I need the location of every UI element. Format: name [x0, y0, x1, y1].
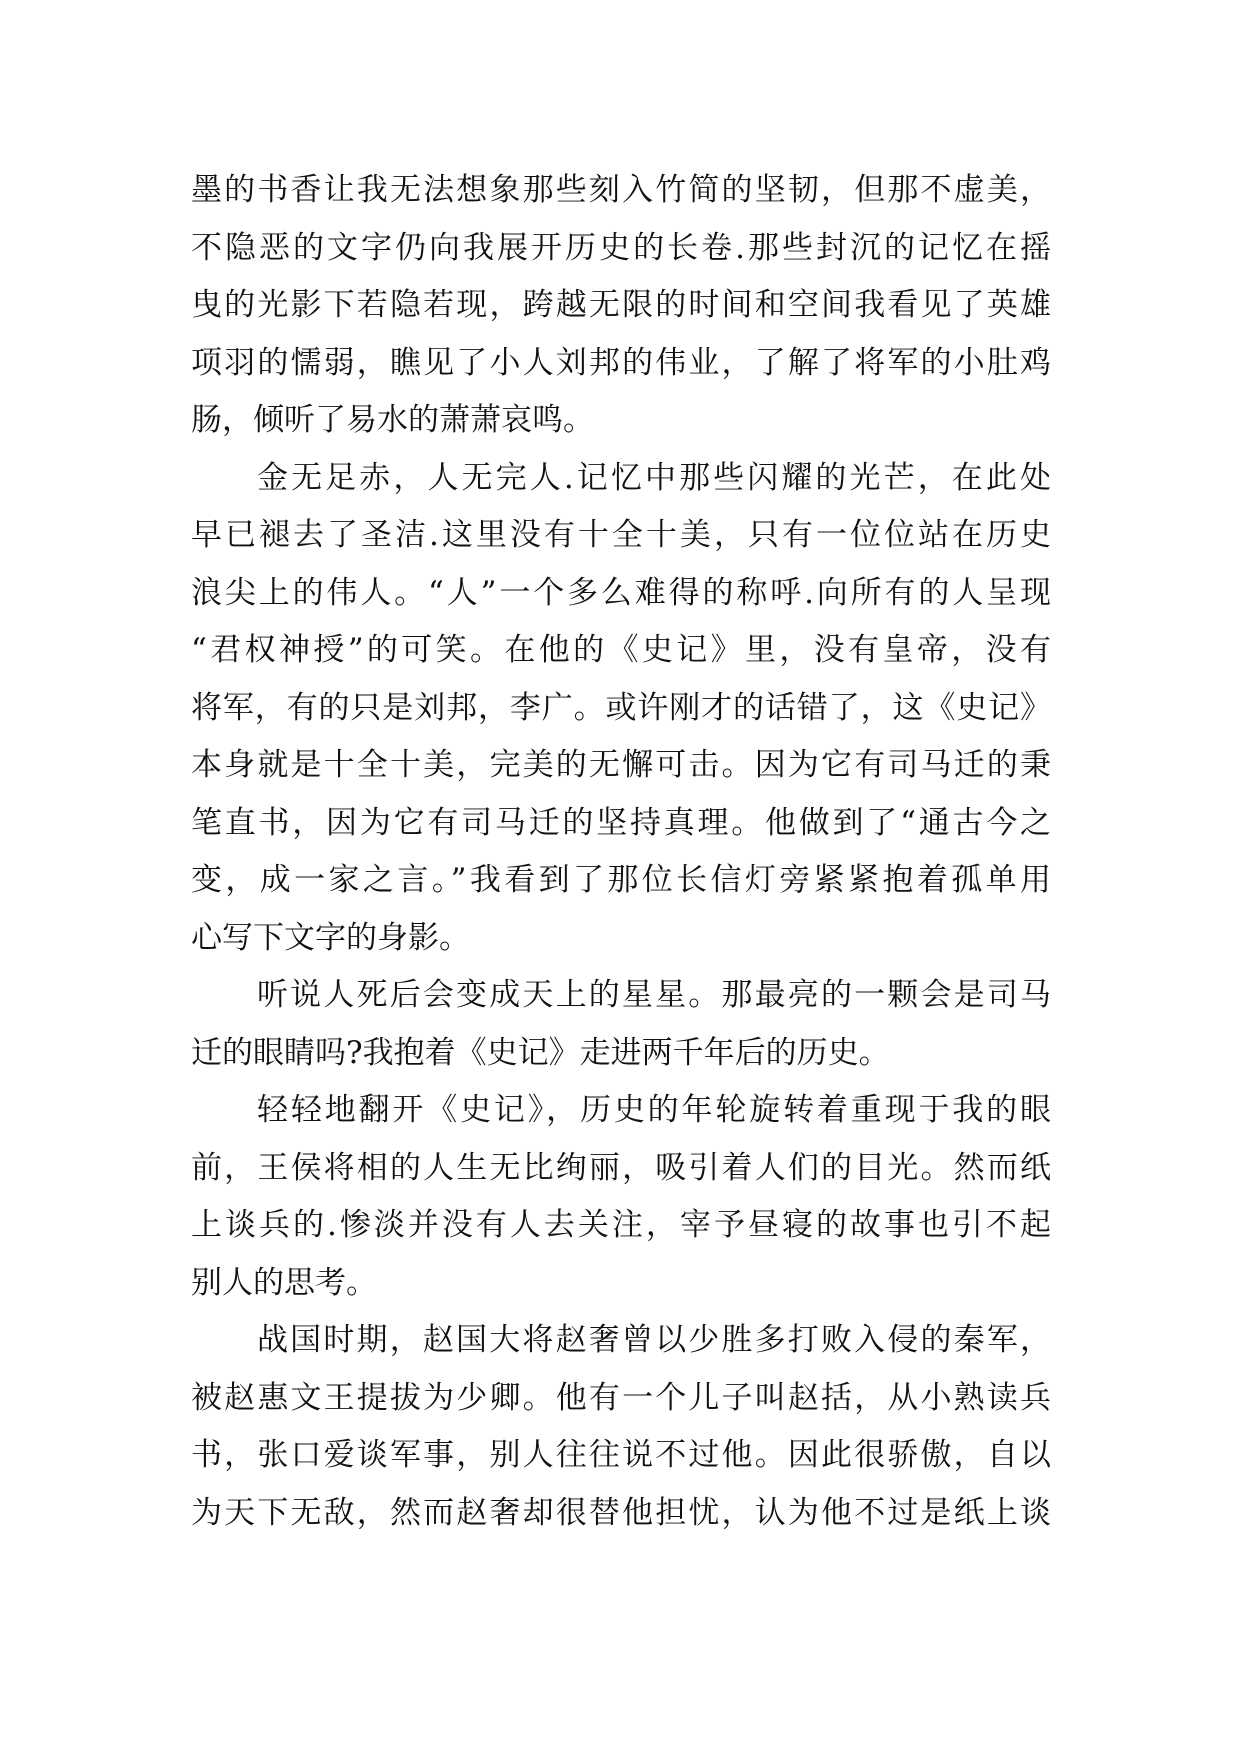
text-line: 本身就是十全十美，完美的无懈可击。因为它有司马迁的秉	[191, 747, 1051, 783]
text-line: “君权神授”的可笑。在他的《史记》里，没有皇帝，没有	[191, 632, 1051, 668]
text-line: 早已褪去了圣洁.这里没有十全十美，只有一位位站在历史	[191, 517, 1051, 553]
text-line: 笔直书，因为它有司马迁的坚持真理。他做到了“通古今之	[191, 804, 1051, 841]
text-line: 为天下无敌，然而赵奢却很替他担忧，认为他不过是纸上谈	[191, 1494, 1051, 1531]
text-line: 不隐恶的文字仍向我展开历史的长卷.那些封沉的记忆在摇	[191, 229, 1051, 266]
text-line: 浪尖上的伟人。“人”一个多么难得的称呼.向所有的人呈现	[191, 574, 1051, 611]
text-line: 听说人死后会变成天上的星星。那最亮的一颗会是司马	[257, 977, 1051, 1013]
text-line: 轻轻地翻开《史记》，历史的年轮旋转着重现于我的眼	[257, 1092, 1051, 1128]
text-line: 战国时期，赵国大将赵奢曾以少胜多打败入侵的秦军，	[257, 1322, 1051, 1358]
text-line: 心写下文字的身影。	[191, 919, 470, 956]
text-line: 金无足赤，人无完人.记忆中那些闪耀的光芒，在此处	[257, 459, 1051, 496]
text-line: 迁的眼睛吗?我抱着《史记》走进两千年后的历史。	[191, 1034, 890, 1071]
text-line: 将军，有的只是刘邦，李广。或许刚才的话错了，这《史记》	[191, 689, 1051, 726]
text-line: 肠，倾听了易水的萧萧哀鸣。	[191, 402, 594, 438]
text-line: 别人的思考。	[191, 1264, 377, 1301]
text-line: 项羽的懦弱，瞧见了小人刘邦的伟业，了解了将军的小肚鸡	[191, 344, 1051, 381]
text-line: 曳的光影下若隐若现，跨越无限的时间和空间我看见了英雄	[191, 287, 1051, 323]
text-line: 书，张口爱谈军事，别人往往说不过他。因此很骄傲，自以	[191, 1437, 1051, 1473]
text-line: 前，王侯将相的人生无比绚丽，吸引着人们的目光。然而纸	[191, 1149, 1051, 1186]
text-line: 变，成一家之言。”我看到了那位长信灯旁紧紧抱着孤单用	[191, 862, 1051, 898]
text-line: 上谈兵的.惨淡并没有人去关注，宰予昼寝的故事也引不起	[191, 1207, 1051, 1243]
text-line: 墨的书香让我无法想象那些刻入竹简的坚韧，但那不虚美，	[191, 172, 1051, 208]
body-text	[191, 162, 1051, 1542]
text-line: 被赵惠文王提拔为少卿。他有一个儿子叫赵括，从小熟读兵	[191, 1379, 1051, 1416]
